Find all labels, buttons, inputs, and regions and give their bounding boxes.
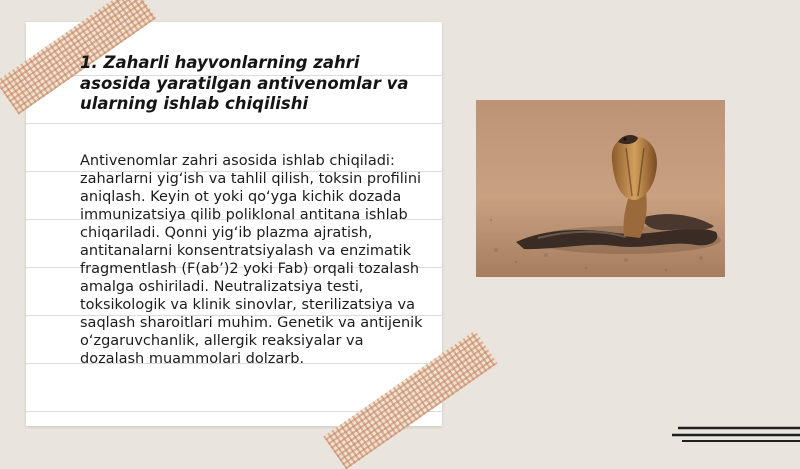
decorative-lines (672, 424, 800, 444)
cobra-photo (476, 100, 725, 277)
slide-body-text: Antivenomlar zahri asosida ishlab chiqiladi: zaharlarni yig‘ish va tahlil qilish, toksin profilini aniqlash. Keyin ot yoki qo‘yga kichik dozada immunizatsiya qilib poliklonal antitana ishlab chiqariladi. Qonni yig‘ib plazma ajratish, antitanalarni konsentratsiyalash va enzimatik fragmentlash (F(ab’)2 yoki Fab) orqali tozalash amalga oshiriladi. Neutralizatsiya testi, toksikologik va klinik sinovlar, sterilizatsiya va saqlash sharoitlari muhim. Genetik va antijenik o‘zgaruvchanlik, allergik reaksiyalar va dozalash muammolari dolzarb. (80, 153, 423, 367)
slide-heading: 1. Zaharli hayvonlarning zahri asosida yaratilgan antivenomlar va ularning ishlab chiqilishi (80, 53, 409, 113)
